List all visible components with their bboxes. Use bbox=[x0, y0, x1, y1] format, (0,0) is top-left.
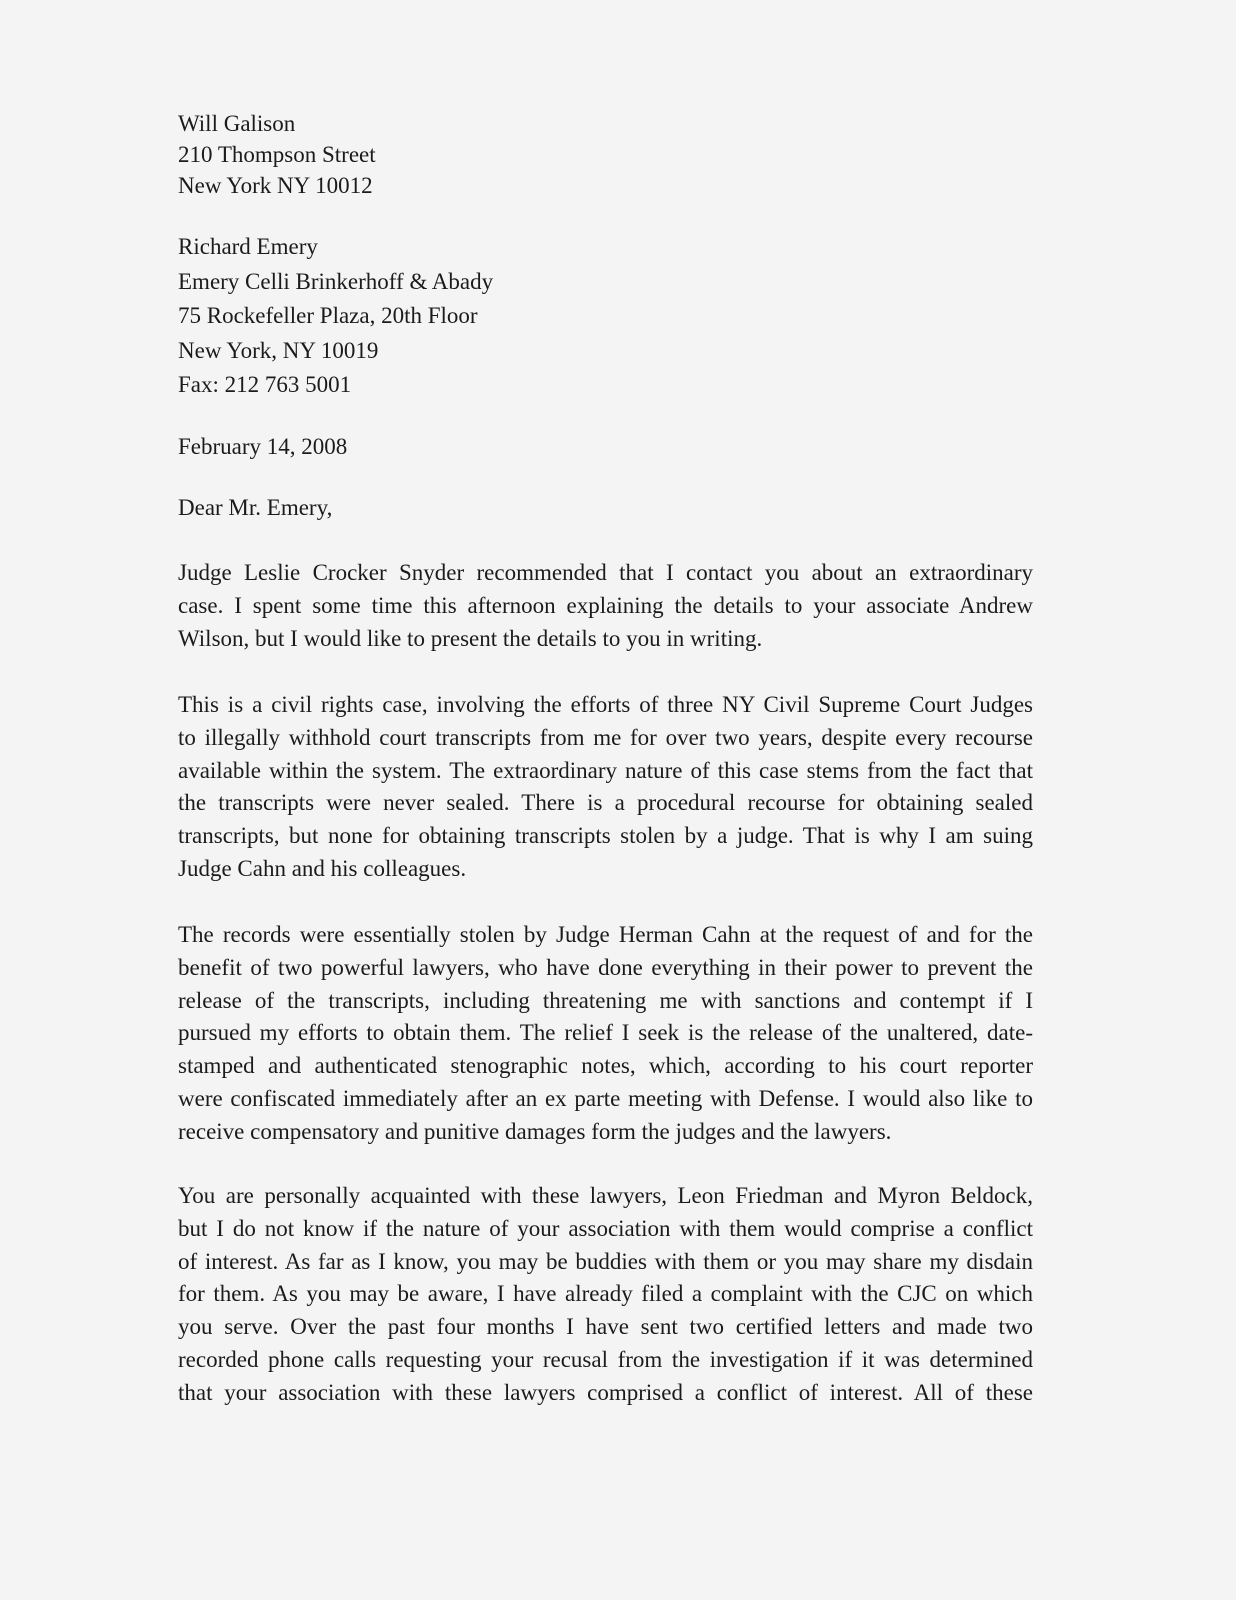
recipient-fax: Fax: 212 763 5001 bbox=[178, 372, 352, 397]
sender-address bbox=[178, 108, 1033, 201]
paragraph-line: that your association with these lawyers comprised a conflict of interest. All of these bbox=[178, 1379, 1033, 1405]
paragraph-line: Judge Cahn and his colleagues. bbox=[178, 855, 467, 881]
paragraph-line: The records were essentially stolen by Judge Herman Cahn at the request of and for the bbox=[178, 922, 1033, 947]
paragraph-3 bbox=[178, 919, 1033, 1149]
recipient-address bbox=[178, 230, 1033, 403]
paragraph-4 bbox=[178, 1180, 1033, 1410]
letter-date: February 14, 2008 bbox=[178, 434, 348, 459]
recipient-street: 75 Rockefeller Plaza, 20th Floor bbox=[178, 303, 478, 328]
paragraph-line: receive compensatory and punitive damages form the judges and the lawyers. bbox=[178, 1118, 892, 1144]
paragraph-line: stamped and authenticated stenographic notes, which, according to his court reporter bbox=[178, 1053, 1033, 1079]
paragraph-line: pursued my efforts to obtain them. The relief I seek is the release of the unaltered, date- bbox=[178, 1020, 1033, 1046]
paragraph-line: release of the transcripts, including threatening me with sanctions and contempt if I bbox=[178, 987, 1033, 1013]
paragraph-line: you serve. Over the past four months I have sent two certified letters and made two bbox=[178, 1314, 1033, 1340]
recipient-name: Richard Emery bbox=[178, 234, 318, 259]
paragraph-line: Judge Leslie Crocker Snyder recommended that I contact you about an extraordinary bbox=[178, 560, 1033, 585]
paragraph-line: were confiscated immediately after an ex parte meeting with Defense. I would also like to bbox=[178, 1085, 1033, 1111]
paragraph-line: but I do not know if the nature of your association with them would comprise a conflict bbox=[178, 1215, 1033, 1241]
paragraph-line: Wilson, but I would like to present the details to you in writing. bbox=[178, 625, 763, 651]
sender-name: Will Galison bbox=[178, 111, 296, 136]
paragraph-line: the transcripts were never sealed. There is a procedural recourse for obtaining sealed bbox=[178, 790, 1033, 816]
recipient-city: New York, NY 10019 bbox=[178, 337, 379, 363]
paragraph-2 bbox=[178, 689, 1033, 886]
sender-city: New York NY 10012 bbox=[178, 173, 373, 198]
paragraph-line: case. I spent some time this afternoon explaining the details to your associate Andrew bbox=[178, 592, 1033, 618]
salutation: Dear Mr. Emery, bbox=[178, 495, 333, 520]
paragraph-line: transcripts, but none for obtaining transcripts stolen by a judge. That is why I am suing bbox=[178, 823, 1033, 849]
paragraph-line: to illegally withhold court transcripts from me for over two years, despite every recourse bbox=[178, 724, 1033, 750]
paragraph-line: You are personally acquainted with these lawyers, Leon Friedman and Myron Beldock, bbox=[178, 1183, 1033, 1208]
recipient-firm: Emery Celli Brinkerhoff & Abady bbox=[178, 268, 494, 294]
paragraph-line: benefit of two powerful lawyers, who have done everything in their power to prevent the bbox=[178, 954, 1033, 980]
paragraph-line: available within the system. The extraordinary nature of this case stems from the fact that bbox=[178, 757, 1033, 783]
paragraph-line: for them. As you may be aware, I have already filed a complaint with the CJC on which bbox=[178, 1281, 1033, 1307]
paragraph-line: of interest. As far as I know, you may be buddies with them or you may share my disdain bbox=[178, 1248, 1033, 1274]
paragraph-line: recorded phone calls requesting your recusal from the investigation if it was determined bbox=[178, 1346, 1033, 1372]
sender-street: 210 Thompson Street bbox=[178, 142, 376, 167]
paragraph-1 bbox=[178, 557, 1033, 655]
paragraph-line: This is a civil rights case, involving the efforts of three NY Civil Supreme Court Judges bbox=[178, 692, 1033, 717]
